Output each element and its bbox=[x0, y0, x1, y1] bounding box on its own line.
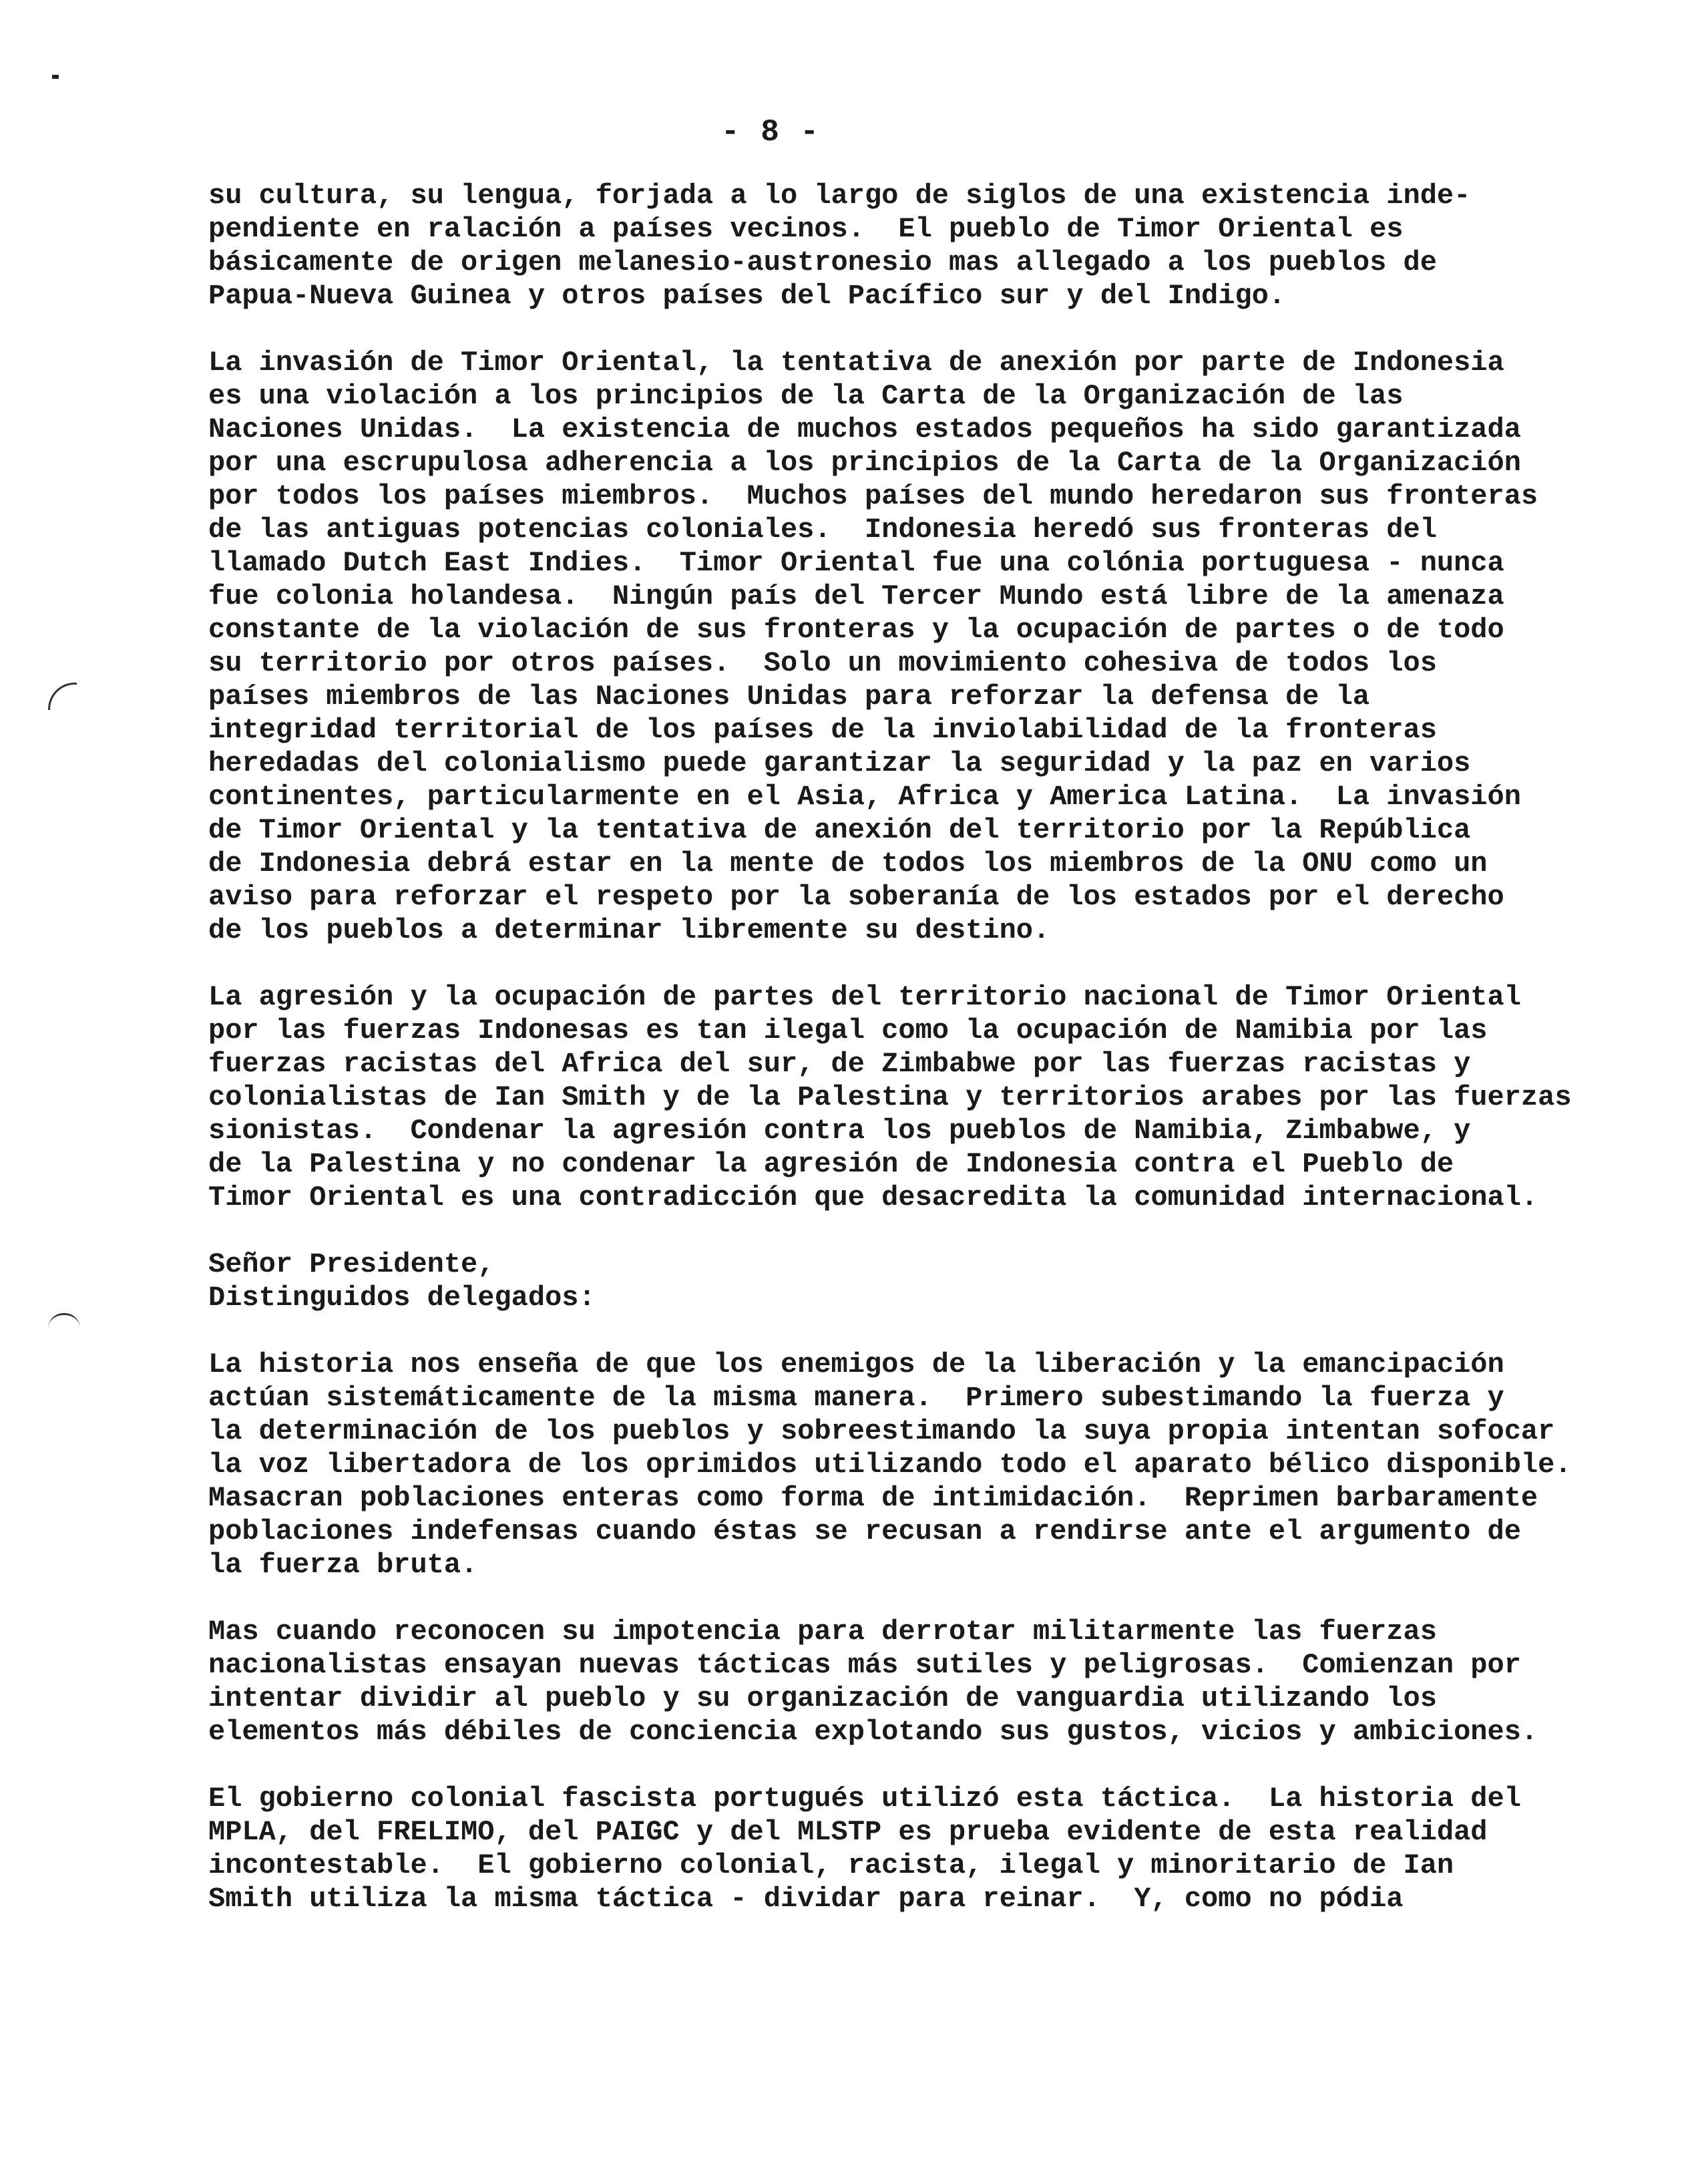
text-line: aviso para reforzar el respeto por la soberanía de los estados por el derecho bbox=[208, 881, 1504, 913]
paragraph bbox=[208, 1782, 1597, 1916]
text-line: Naciones Unidas. La existencia de muchos estados pequeños ha sido garantizada bbox=[208, 413, 1521, 445]
text-line: MPLA, del FRELIMO, del PAIGC y del MLSTP es prueba evidente de esta realidad bbox=[208, 1816, 1488, 1848]
text-line: llamado Dutch East Indies. Timor Oriental fue una colónia portuguesa - nunca bbox=[208, 547, 1504, 579]
paragraph-gap bbox=[208, 1314, 1597, 1348]
text-line: su cultura, su lengua, forjada a lo largo de siglos de una existencia inde- bbox=[208, 180, 1471, 212]
text-line: por todos los países miembros. Muchos países del mundo heredaron sus fronteras bbox=[208, 480, 1538, 512]
text-line: El gobierno colonial fascista portugués utilizó esta táctica. La historia del bbox=[208, 1783, 1521, 1815]
margin-mark bbox=[48, 1313, 80, 1328]
paragraph bbox=[208, 980, 1597, 1214]
text-line: nacionalistas ensayan nuevas tácticas más sutiles y peligrosas. Comienzan por bbox=[208, 1649, 1521, 1681]
text-line: actúan sistemáticamente de la misma manera. Primero subestimando la fuerza y bbox=[208, 1382, 1504, 1414]
page-number: - 8 - bbox=[721, 115, 821, 150]
text-line: Mas cuando reconocen su impotencia para derrotar militarmente las fuerzas bbox=[208, 1616, 1437, 1648]
text-line: sionistas. Condenar la agresión contra los pueblos de Namibia, Zimbabwe, y bbox=[208, 1115, 1471, 1147]
text-line: la determinación de los pueblos y sobreestimando la suya propia intentan sofocar bbox=[208, 1415, 1555, 1447]
scan-speck bbox=[52, 75, 59, 79]
text-line: Distinguidos delegados: bbox=[208, 1282, 596, 1314]
text-line: fuerzas racistas del Africa del sur, de Zimbabwe por las fuerzas racistas y bbox=[208, 1048, 1471, 1080]
body-text bbox=[208, 179, 1597, 1916]
text-line: países miembros de las Naciones Unidas para reforzar la defensa de la bbox=[208, 681, 1370, 713]
text-line: es una violación a los principios de la Carta de la Organización de las bbox=[208, 380, 1404, 412]
text-line: fue colonia holandesa. Ningún país del Tercer Mundo está libre de la amenaza bbox=[208, 580, 1504, 612]
text-line: Masacran poblaciones enteras como forma de intimidación. Reprimen barbaramente bbox=[208, 1482, 1538, 1514]
text-line: de las antiguas potencias coloniales. Indonesia heredó sus fronteras del bbox=[208, 514, 1437, 546]
paragraph-gap bbox=[208, 1214, 1597, 1248]
text-line: Timor Oriental es una contradicción que desacredita la comunidad internacional. bbox=[208, 1181, 1538, 1214]
text-line: heredadas del colonialismo puede garantizar la seguridad y la paz en varios bbox=[208, 747, 1471, 779]
text-line: de Timor Oriental y la tentativa de anexión del territorio por la República bbox=[208, 814, 1471, 846]
text-line: de Indonesia debrá estar en la mente de todos los miembros de la ONU como un bbox=[208, 848, 1488, 880]
paragraph-gap bbox=[208, 947, 1597, 980]
text-line: continentes, particularmente en el Asia, Africa y America Latina. La invasión bbox=[208, 781, 1521, 813]
text-line: Señor Presidente, bbox=[208, 1248, 495, 1280]
text-line: por una escrupulosa adherencia a los principios de la Carta de la Organización bbox=[208, 447, 1521, 479]
text-line: colonialistas de Ian Smith y de la Palestina y territorios arabes por las fuerzas bbox=[208, 1081, 1572, 1113]
text-line: pendiente en ralación a países vecinos. El pueblo de Timor Oriental es bbox=[208, 213, 1404, 245]
paragraph bbox=[208, 179, 1597, 313]
text-line: de los pueblos a determinar libremente su destino. bbox=[208, 914, 1050, 946]
text-line: básicamente de origen melanesio-austronesio mas allegado a los pueblos de bbox=[208, 246, 1437, 279]
text-line: Smith utiliza la misma táctica - dividar para reinar. Y, como no pódia bbox=[208, 1883, 1404, 1915]
text-line: la fuerza bruta. bbox=[208, 1549, 478, 1581]
paragraph-gap bbox=[208, 1582, 1597, 1615]
text-line: Papua-Nueva Guinea y otros países del Pacífico sur y del Indigo. bbox=[208, 280, 1286, 312]
text-line: integridad territorial de los países de la inviolabilidad de la fronteras bbox=[208, 714, 1437, 746]
text-line: La historia nos enseña de que los enemigos de la liberación y la emancipación bbox=[208, 1348, 1504, 1381]
paragraph bbox=[208, 1615, 1597, 1749]
text-line: constante de la violación de sus fronteras y la ocupación de partes o de todo bbox=[208, 614, 1504, 646]
text-line: intentar dividir al pueblo y su organización de vanguardia utilizando los bbox=[208, 1682, 1437, 1714]
paragraph bbox=[208, 1348, 1597, 1582]
text-line: de la Palestina y no condenar la agresión de Indonesia contra el Pueblo de bbox=[208, 1148, 1454, 1180]
text-line: su territorio por otros países. Solo un movimiento cohesiva de todos los bbox=[208, 647, 1437, 679]
paragraph-gap bbox=[208, 1749, 1597, 1782]
text-line: poblaciones indefensas cuando éstas se recusan a rendirse ante el argumento de bbox=[208, 1515, 1521, 1548]
margin-mark bbox=[48, 683, 77, 710]
salutation bbox=[208, 1248, 1597, 1314]
text-line: La agresión y la ocupación de partes del territorio nacional de Timor Oriental bbox=[208, 981, 1521, 1013]
text-line: elementos más débiles de conciencia explotando sus gustos, vicios y ambiciones. bbox=[208, 1716, 1538, 1748]
paragraph-gap bbox=[208, 313, 1597, 346]
text-line: incontestable. El gobierno colonial, racista, ilegal y minoritario de Ian bbox=[208, 1849, 1454, 1881]
text-line: la voz libertadora de los oprimidos utilizando todo el aparato bélico disponible. bbox=[208, 1449, 1572, 1481]
text-line: La invasión de Timor Oriental, la tentativa de anexión por parte de Indonesia bbox=[208, 347, 1504, 379]
text-line: por las fuerzas Indonesas es tan ilegal como la ocupación de Namibia por las bbox=[208, 1015, 1488, 1047]
paragraph bbox=[208, 346, 1597, 947]
